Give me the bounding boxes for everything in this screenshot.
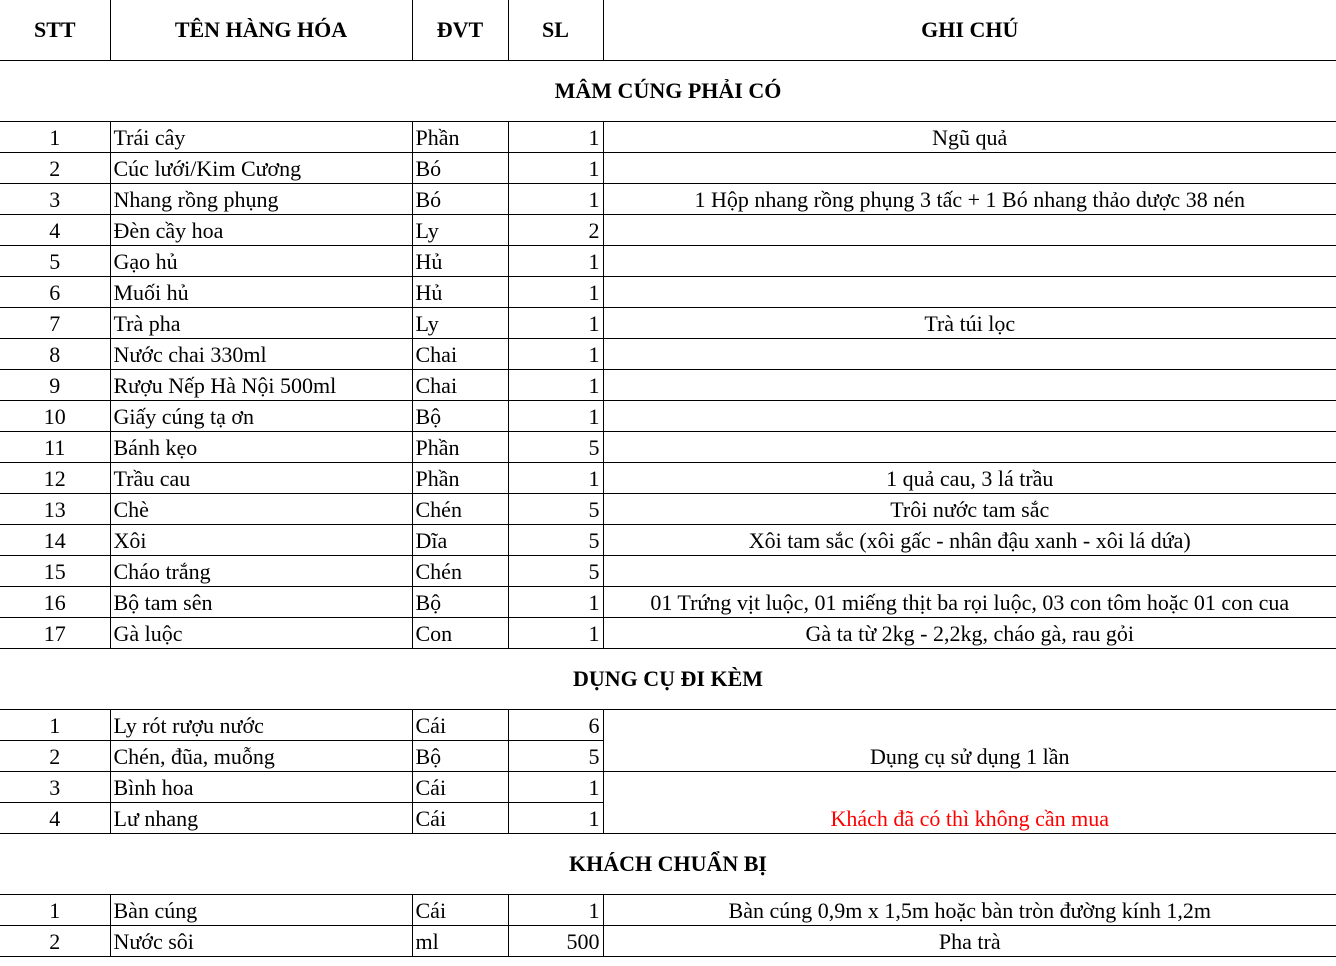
cell-note[interactable]: Trà túi lọc xyxy=(603,308,1336,339)
cell-note[interactable]: Xôi tam sắc (xôi gấc - nhân đậu xanh - xôi lá dứa) xyxy=(603,525,1336,556)
cell-quantity[interactable]: 5 xyxy=(508,525,603,556)
cell-quantity[interactable]: 5 xyxy=(508,494,603,525)
cell-unit[interactable]: Phần xyxy=(412,463,508,494)
table-body xyxy=(0,61,1336,957)
section-header-row xyxy=(0,61,1336,122)
cell-unit[interactable]: Chai xyxy=(412,339,508,370)
table-row xyxy=(0,370,1336,401)
cell-stt[interactable]: 2 xyxy=(0,926,110,957)
cell-note[interactable]: 1 Hộp nhang rồng phụng 3 tấc + 1 Bó nhang thảo dược 38 nén xyxy=(603,184,1336,215)
table-row xyxy=(0,772,1336,803)
cell-note-merged[interactable]: Khách đã có thì không cần mua xyxy=(603,772,1336,834)
cell-unit[interactable]: Dĩa xyxy=(412,525,508,556)
cell-item-name[interactable]: Trái cây xyxy=(110,122,412,153)
cell-note[interactable]: Ngũ quả xyxy=(603,122,1336,153)
cell-stt[interactable]: 9 xyxy=(0,370,110,401)
cell-unit[interactable]: Bó xyxy=(412,184,508,215)
cell-quantity[interactable]: 1 xyxy=(508,803,603,834)
cell-stt[interactable]: 4 xyxy=(0,803,110,834)
cell-item-name[interactable]: Bánh kẹo xyxy=(110,432,412,463)
cell-quantity[interactable]: 500 xyxy=(508,926,603,957)
cell-stt[interactable]: 1 xyxy=(0,710,110,741)
cell-stt[interactable]: 8 xyxy=(0,339,110,370)
cell-note-merged[interactable]: Dụng cụ sử dụng 1 lần xyxy=(603,710,1336,772)
cell-unit[interactable]: Phần xyxy=(412,432,508,463)
cell-note[interactable]: Gà ta từ 2kg - 2,2kg, cháo gà, rau gỏi xyxy=(603,618,1336,649)
cell-item-name[interactable]: Chè xyxy=(110,494,412,525)
cell-stt[interactable]: 15 xyxy=(0,556,110,587)
cell-stt[interactable]: 1 xyxy=(0,122,110,153)
cell-unit[interactable]: Con xyxy=(412,618,508,649)
cell-item-name[interactable]: Trầu cau xyxy=(110,463,412,494)
cell-item-name[interactable]: Xôi xyxy=(110,525,412,556)
cell-item-name[interactable]: Nước chai 330ml xyxy=(110,339,412,370)
header-qty[interactable]: SL xyxy=(508,0,603,61)
cell-quantity[interactable]: 6 xyxy=(508,710,603,741)
cell-quantity[interactable]: 5 xyxy=(508,741,603,772)
cell-quantity[interactable]: 1 xyxy=(508,772,603,803)
table-row xyxy=(0,587,1336,618)
cell-note[interactable]: 1 quả cau, 3 lá trầu xyxy=(603,463,1336,494)
table-row xyxy=(0,153,1336,184)
cell-unit[interactable]: Chén xyxy=(412,494,508,525)
cell-note[interactable] xyxy=(603,556,1336,587)
cell-quantity[interactable]: 1 xyxy=(508,246,603,277)
cell-quantity[interactable]: 5 xyxy=(508,432,603,463)
cell-stt[interactable]: 13 xyxy=(0,494,110,525)
cell-stt[interactable]: 3 xyxy=(0,772,110,803)
header-unit[interactable]: ĐVT xyxy=(412,0,508,61)
table-row xyxy=(0,432,1336,463)
cell-item-name[interactable]: Cúc lưới/Kim Cương xyxy=(110,153,412,184)
table-row xyxy=(0,277,1336,308)
cell-unit[interactable]: Hủ xyxy=(412,246,508,277)
table-row xyxy=(0,556,1336,587)
section-title[interactable]: DỤNG CỤ ĐI KÈM xyxy=(0,649,1336,710)
cell-note[interactable]: 01 Trứng vịt luộc, 01 miếng thịt ba rọi luộc, 03 con tôm hoặc 01 con cua xyxy=(603,587,1336,618)
cell-quantity[interactable]: 1 xyxy=(508,277,603,308)
cell-unit[interactable]: Ly xyxy=(412,215,508,246)
cell-stt[interactable]: 2 xyxy=(0,741,110,772)
cell-unit[interactable]: Phần xyxy=(412,122,508,153)
header-name[interactable]: TÊN HÀNG HÓA xyxy=(110,0,412,61)
cell-item-name[interactable]: Trà pha xyxy=(110,308,412,339)
table-row xyxy=(0,339,1336,370)
table-row xyxy=(0,926,1336,957)
cell-note[interactable]: Bàn cúng 0,9m x 1,5m hoặc bàn tròn đường kính 1,2m xyxy=(603,895,1336,926)
cell-note[interactable] xyxy=(603,339,1336,370)
cell-quantity[interactable]: 1 xyxy=(508,618,603,649)
cell-item-name[interactable]: Gạo hủ xyxy=(110,246,412,277)
cell-stt[interactable]: 17 xyxy=(0,618,110,649)
table-row xyxy=(0,246,1336,277)
cell-item-name[interactable]: Nước sôi xyxy=(110,926,412,957)
table-row xyxy=(0,184,1336,215)
header-stt[interactable]: STT xyxy=(0,0,110,61)
table-row xyxy=(0,308,1336,339)
cell-note[interactable] xyxy=(603,246,1336,277)
cell-stt[interactable]: 10 xyxy=(0,401,110,432)
table-row xyxy=(0,895,1336,926)
header-note[interactable]: GHI CHÚ xyxy=(603,0,1336,61)
cell-stt[interactable]: 12 xyxy=(0,463,110,494)
cell-quantity[interactable]: 1 xyxy=(508,153,603,184)
cell-quantity[interactable]: 1 xyxy=(508,463,603,494)
table-row xyxy=(0,215,1336,246)
cell-item-name[interactable]: Bộ tam sên xyxy=(110,587,412,618)
cell-note[interactable] xyxy=(603,215,1336,246)
cell-stt[interactable]: 7 xyxy=(0,308,110,339)
cell-unit[interactable]: Bộ xyxy=(412,587,508,618)
cell-item-name[interactable]: Chén, đũa, muỗng xyxy=(110,741,412,772)
cell-unit[interactable]: Cái xyxy=(412,803,508,834)
section-title[interactable]: MÂM CÚNG PHẢI CÓ xyxy=(0,61,1336,122)
cell-stt[interactable]: 11 xyxy=(0,432,110,463)
cell-stt[interactable]: 16 xyxy=(0,587,110,618)
cell-quantity[interactable]: 1 xyxy=(508,339,603,370)
cell-item-name[interactable]: Lư nhang xyxy=(110,803,412,834)
table-row xyxy=(0,710,1336,741)
cell-note[interactable]: Trôi nước tam sắc xyxy=(603,494,1336,525)
cell-item-name[interactable]: Đèn cầy hoa xyxy=(110,215,412,246)
cell-unit[interactable]: Cái xyxy=(412,772,508,803)
cell-unit[interactable]: Cái xyxy=(412,710,508,741)
cell-quantity[interactable]: 1 xyxy=(508,587,603,618)
cell-unit[interactable]: Cái xyxy=(412,895,508,926)
cell-quantity[interactable]: 1 xyxy=(508,370,603,401)
cell-unit[interactable]: Chén xyxy=(412,556,508,587)
cell-unit[interactable]: Chai xyxy=(412,370,508,401)
cell-item-name[interactable]: Giấy cúng tạ ơn xyxy=(110,401,412,432)
table-row xyxy=(0,463,1336,494)
cell-stt[interactable]: 6 xyxy=(0,277,110,308)
cell-stt[interactable]: 3 xyxy=(0,184,110,215)
cell-item-name[interactable]: Gà luộc xyxy=(110,618,412,649)
cell-item-name[interactable]: Bình hoa xyxy=(110,772,412,803)
cell-quantity[interactable]: 1 xyxy=(508,184,603,215)
cell-note[interactable] xyxy=(603,401,1336,432)
table-row xyxy=(0,401,1336,432)
cell-note[interactable] xyxy=(603,153,1336,184)
cell-quantity[interactable]: 1 xyxy=(508,895,603,926)
section-header-row xyxy=(0,649,1336,710)
cell-quantity[interactable]: 1 xyxy=(508,122,603,153)
table-row xyxy=(0,122,1336,153)
cell-note[interactable] xyxy=(603,432,1336,463)
cell-unit[interactable]: Bộ xyxy=(412,401,508,432)
section-header-row xyxy=(0,834,1336,895)
cell-stt[interactable]: 4 xyxy=(0,215,110,246)
cell-item-name[interactable]: Nhang rồng phụng xyxy=(110,184,412,215)
cell-note[interactable] xyxy=(603,277,1336,308)
table-row xyxy=(0,494,1336,525)
cell-quantity[interactable]: 2 xyxy=(508,215,603,246)
section-title[interactable]: KHÁCH CHUẨN BỊ xyxy=(0,834,1336,895)
cell-item-name[interactable]: Muối hủ xyxy=(110,277,412,308)
cell-note[interactable]: Pha trà xyxy=(603,926,1336,957)
cell-item-name[interactable]: Rượu Nếp Hà Nội 500ml xyxy=(110,370,412,401)
cell-unit[interactable]: Hủ xyxy=(412,277,508,308)
cell-unit[interactable]: Ly xyxy=(412,308,508,339)
cell-quantity[interactable]: 1 xyxy=(508,401,603,432)
cell-item-name[interactable]: Ly rót rượu nước xyxy=(110,710,412,741)
cell-unit[interactable]: Bó xyxy=(412,153,508,184)
cell-stt[interactable]: 1 xyxy=(0,895,110,926)
cell-quantity[interactable]: 1 xyxy=(508,308,603,339)
table-row xyxy=(0,525,1336,556)
cell-quantity[interactable]: 5 xyxy=(508,556,603,587)
cell-stt[interactable]: 2 xyxy=(0,153,110,184)
cell-note[interactable] xyxy=(603,370,1336,401)
cell-item-name[interactable]: Bàn cúng xyxy=(110,895,412,926)
cell-stt[interactable]: 5 xyxy=(0,246,110,277)
cell-unit[interactable]: Bộ xyxy=(412,741,508,772)
table-row xyxy=(0,618,1336,649)
cell-stt[interactable]: 14 xyxy=(0,525,110,556)
cell-item-name[interactable]: Cháo trắng xyxy=(110,556,412,587)
cell-unit[interactable]: ml xyxy=(412,926,508,957)
header-row xyxy=(0,0,1336,61)
